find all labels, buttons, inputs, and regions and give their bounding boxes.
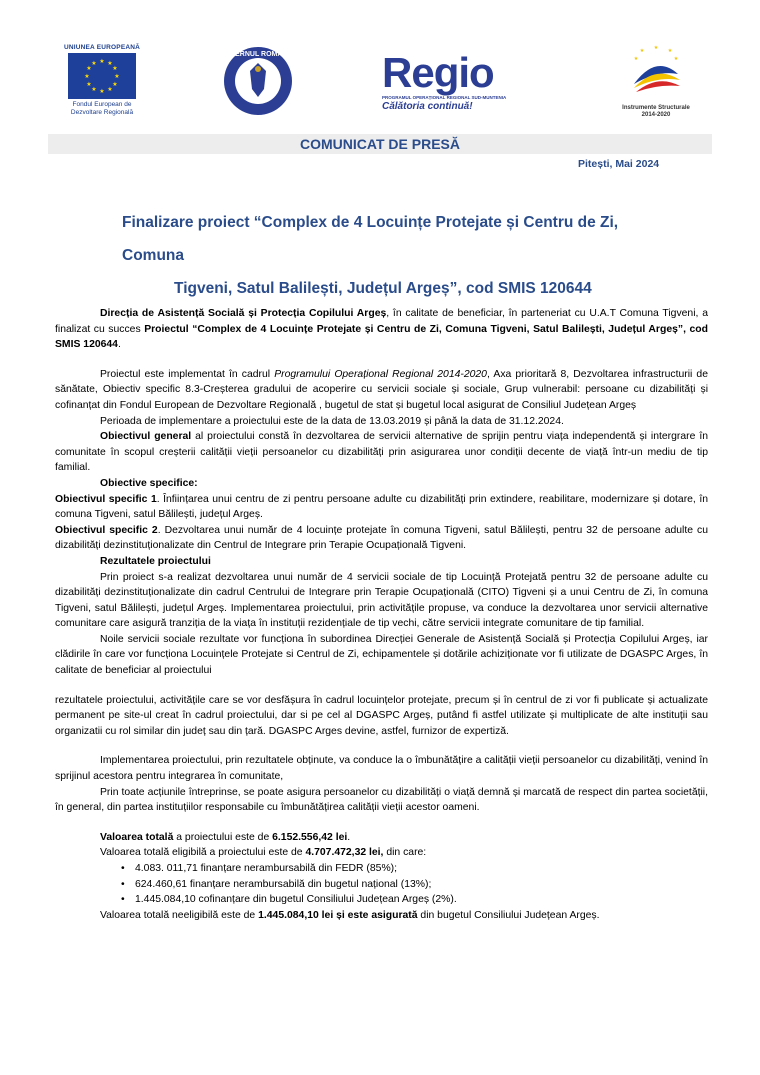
specific-objective-2 [55,523,708,554]
budget-total-end: . [347,831,351,843]
specific-objectives-heading [55,476,708,492]
budget-total [55,830,708,846]
paragraph-implementation: Implementarea proiectului, prin rezultatele obținute, va conduce la o îmbunătățire a calității vieții persoanelor cu dizabilități, venind în sprijinul acestora pentru integrarea în comunitate, [55,755,708,783]
program-text-a: Proiectul este implementat în cadrul [100,368,275,380]
eu-logo [62,44,142,116]
svg-text:★: ★ [112,82,118,88]
svg-text:★: ★ [107,87,113,93]
svg-text:★: ★ [112,66,118,72]
budget-non-eligible [55,908,708,924]
regio-tagline: Călătoria continuă! [382,101,473,112]
specific-objective-2-label: Obiectivul specific 2 [55,524,158,536]
eu-logo-title: UNIUNEA EUROPEANĂ [63,44,141,51]
document-body [55,306,708,923]
title-line-1: Finalizare proiect “Complex de 4 Locuințe Protejate și Centru de Zi, Comuna [122,214,619,264]
eu-flag-icon [68,53,136,99]
structural-instruments-icon [614,44,698,100]
budget-breakdown-list [55,861,708,908]
government-seal-icon [222,45,294,117]
budget-item-county: 1.445.084,10 cofinanțare din bugetul Consiliului Județean Argeș (2%). [135,894,457,906]
paragraph-program [55,367,708,414]
gov-seal-text: GUVERNUL ROMÂNIEI [222,51,294,58]
eu-fund-line-1: Fondul European de [72,101,132,108]
specific-objective-1 [55,492,708,523]
svg-text:★: ★ [633,56,639,62]
regio-program-line: PROGRAMUL OPERAȚIONAL REGIONAL [382,95,471,100]
eu-fund-line-2: Dezvoltare Regională [70,108,134,116]
svg-text:★: ★ [91,87,97,93]
intro-text: , în calitate de beneficiar, în parteneriat cu U.A.T Comuna Tigveni, a finalizat cu succes [55,308,708,335]
document-title [122,206,682,305]
budget-non-eligible-value: 1.445.084,10 lei și este asigurată [258,909,418,921]
list-item [121,892,708,908]
budget-total-value: 6.152.556,42 lei [272,831,348,843]
logo-bar [0,0,760,130]
budget-non-eligible-text: Valoarea totală neeligibilă este de [100,909,259,921]
budget-item-fedr: 4.083. 011,71 finanțare nerambursabilă din FEDR (85%); [135,863,398,874]
paragraph-publication: rezultatele proiectului, activitățile care se vor desfășura în cadrul locuințelor protejate, precum și în centrul de zi vor fi publicate și actualizate permanent pe site-ul creat în cadrul proiectului, dar si pe cel al DGASPC Argeș, putând fi astfel utilizate și multiplicate de alte instituții sau organizatii cu rol similar din județ sau din țară. DGASPC Arges devine, astfel, furnizor de expertiză. [55,694,708,737]
program-name: Programului Operațional Regional 2014-2020 [274,368,487,380]
budget-non-eligible-end: din bugetul Consiliului Județean Argeș. [417,909,600,921]
paragraph-general-objective [55,429,708,476]
project-name: Proiectul “Complex de 4 Locuințe Protejate și Centru de Zi, Comuna Tigveni, Satul Balilești, Județul Argeș”, cod SMIS 120644 [55,323,708,351]
specific-objectives-label: Obiective specifice: [100,477,198,489]
results-heading [55,554,708,570]
svg-text:★: ★ [114,74,120,80]
svg-text:★: ★ [86,66,92,72]
svg-text:★: ★ [99,89,105,95]
budget-total-text: a proiectului este de [173,831,273,843]
svg-text:★: ★ [653,45,659,51]
list-item [121,861,708,877]
bullet-icon: • [121,878,125,890]
paragraph-services: Noile servicii sociale rezultate vor funcționa în subordinea Direcției Generale de Asistență Socială și Protecția Copilului Argeș, iar clădirile în care vor funcționa Locuințele Protejate si Centrul de Zi, echipamentele și dotările achiziționate vor fi utilizate de DGASPC Arges, în calitate de beneficiar al proiectului [55,633,708,677]
structural-instruments-line-1: Instrumente Structurale [622,105,690,111]
svg-text:★: ★ [673,56,679,62]
regio-wordmark: Regio [382,49,494,96]
budget-eligible-end: din care: [383,847,427,859]
regio-logo [382,49,532,112]
general-objective-label: Obiectivul general [100,431,192,443]
paragraph-intro [55,306,708,353]
specific-objective-1-label: Obiectivul specific 1 [55,493,157,505]
svg-text:★: ★ [639,48,645,54]
press-release-banner [48,134,712,154]
svg-text:★: ★ [99,59,105,65]
structural-instruments-line-2: 2014-2020 [641,112,671,118]
specific-objective-1-text: . Înființarea unui centru de zi pentru persoane adulte cu dizabilități prin extindere, reabilitare, modernizare și dotare, în comuna Tigveni, satul Bălilești, județul Argeș. [55,493,708,521]
bullet-icon: • [121,863,125,874]
general-objective-text: al proiectului constă în dezvoltarea de servicii alternative de sprijin pentru viața independentă și intergrare în comunitate în scopul creșterii calității vieții persoanelor cu dizabilități prin asigurarea unor condiții decente de viață într-un mediu de tip familial. [55,431,708,474]
beneficiary-name: Direcția de Asistență Socială și Protecția Copilului Argeș [100,308,387,319]
budget-eligible-value: 4.707.472,32 lei, [305,847,384,859]
regio-region-line: SUD-MUNTENIA [471,95,507,100]
results-label: Rezultatele proiectului [100,555,211,567]
place-date: Pitești, Mai 2024 [578,158,660,170]
specific-objective-2-text: . Dezvoltarea unui număr de 4 locuințe protejate în comuna Tigveni, satul Bălilești, pentru 32 de persoane adulte cu dizabilități dezinstituționalizate din Centrul de Integrare prin Terapie Ocupațională Tigveni. [55,524,709,552]
svg-text:★: ★ [667,48,673,54]
structural-instruments-logo [614,44,698,119]
intro-end: . [117,339,121,351]
press-release-heading: COMUNICAT DE PRESĂ [300,136,460,152]
paragraph-actions: Prin toate acțiunile întreprinse, se poate asigura persoanelor cu dizabilități o viață demnă și marcată de respect din partea societății, în general, din partea instituțiilor responsabile cu îmbunătățirea calității vieții acestor oameni. [55,786,708,814]
svg-text:★: ★ [86,82,92,88]
budget-eligible-text: Valoarea totală eligibilă a proiectului este de [100,847,306,859]
budget-eligible [55,845,708,861]
budget-item-national: 624.460,61 finanțare nerambursabilă din bugetul național (13%); [135,878,432,890]
program-text-b: , Axa prioritară 8, Dezvoltarea infrastructurii de sănătate, Obiectiv specific 8.3-Creșterea gradului de acoperire cu servicii sociale și sociale, Grup vulnerabil: persoane cu dizabilități și cofinanțat din Fondul European de Dezvoltare Regională , bugetul de stat și bugetul local asigurat de Consiliul Județean Argeș [55,368,708,411]
svg-text:★: ★ [107,61,113,67]
paragraph-period: Perioada de implementare a proiectului este de la data de 13.03.2019 și până la data de 31.12.2024. [100,415,564,427]
title-line-2: Tigveni, Satul Balilești, Județul Argeș”, cod SMIS 120644 [174,280,592,297]
paragraph-results: Prin proiect s-a realizat dezvoltarea unui număr de 4 servicii sociale de tip Locuință Protejată pentru 32 de persoane adulte cu dizabilități dezinstituționalizate din cadrul Centrului de Integrare prin Terapie Ocupațională (CITO) Tigveni și a unui Centru de Zi, în comuna Tigveni, satul Bălilești, județul Argeș. Implementarea proiectului, prin activitățile propuse, va conduce la dezvoltarea unor servicii alternative comunitare care asigură tranziția de la viața în instituții rezidențiale de tip vechi, către servicii integrate comunitare de tip familial. [55,571,708,630]
svg-text:★: ★ [84,74,90,80]
svg-text:★: ★ [91,61,97,67]
bullet-icon: • [121,894,125,906]
budget-total-label: Valoarea totală [100,831,174,843]
list-item [121,877,708,893]
